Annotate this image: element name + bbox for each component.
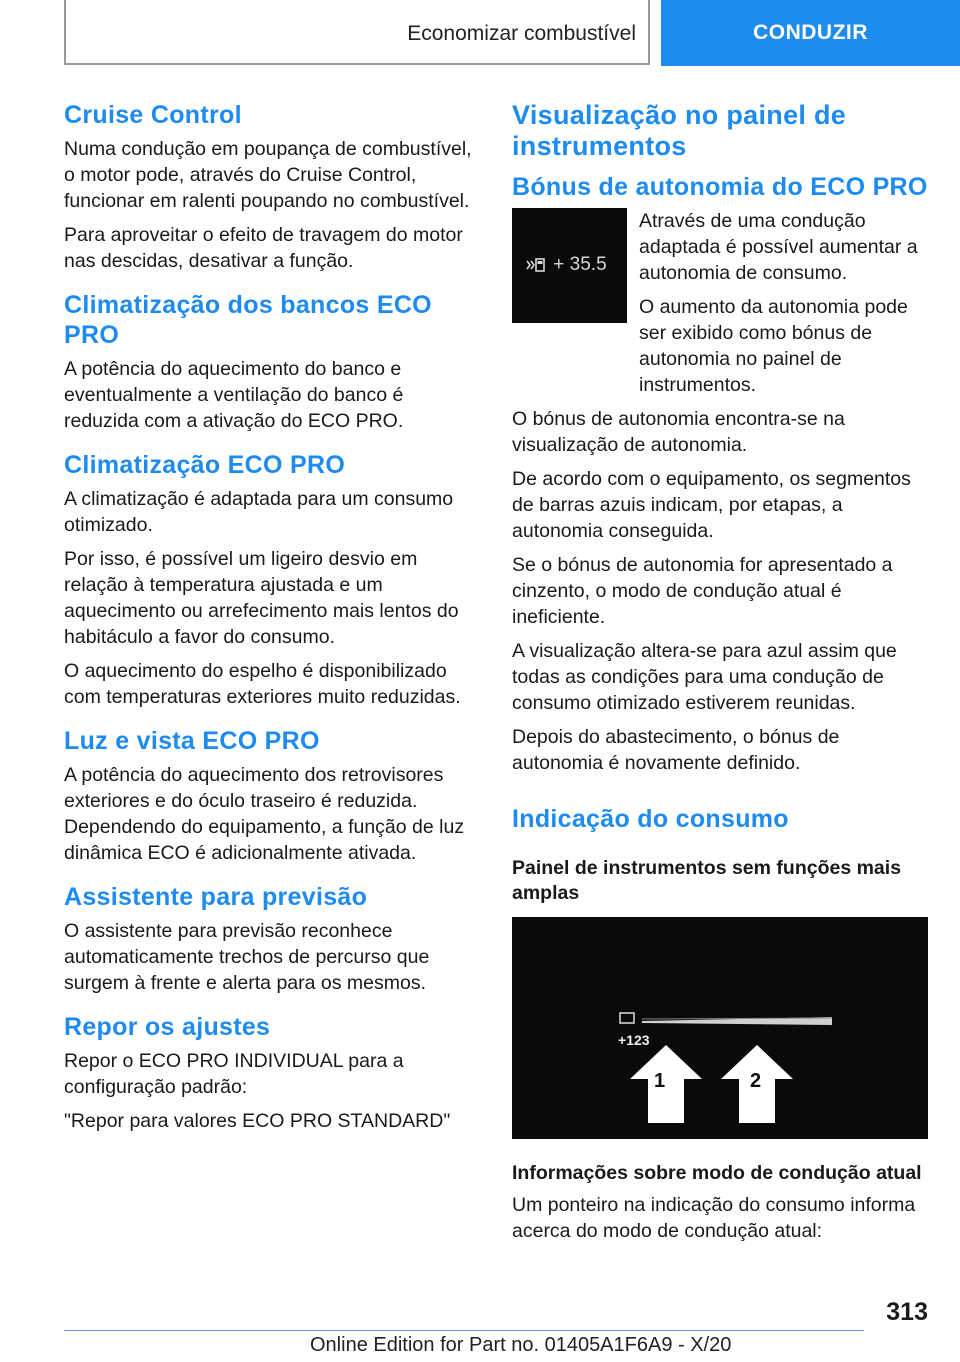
paragraph: A visualização altera-se para azul assim que todas as condições para uma condução de consumo otimizado estiverem reunidas. [512, 640, 897, 715]
paragraph: O aumento da autonomia pode ser exibido como bónus de autonomia no painel de instrumentos. [639, 296, 908, 397]
paragraph: A potência do aquecimento do banco e eventualmente a ventilação do banco é reduzida com a ativação do ECO PRO. [64, 358, 404, 432]
section-climate [64, 450, 482, 710]
heading-consumption: Indicação do consumo [512, 805, 789, 834]
paragraph: O aquecimento do espelho é disponibilizado com temperaturas exteriores muito reduzidas. [64, 660, 461, 708]
paragraph: Se o bónus de autonomia for apresentado a cinzento, o modo de condução atual é ineficiente. [512, 554, 893, 629]
heading-assistant: Assistente para previsão [64, 883, 368, 911]
page-number: 313 [886, 1298, 928, 1326]
figure-label-1: 1 [654, 1069, 666, 1092]
heading-eco-bonus: Bónus de autonomia do ECO PRO [512, 173, 928, 202]
heading-light: Luz e vista ECO PRO [64, 727, 320, 755]
section-seat-climate [64, 290, 482, 434]
paragraph: O assistente para previsão reconhece automaticamente trechos de percurso que surgem à frente e alerta para os mesmos. [64, 920, 430, 994]
paragraph: O bónus de autonomia encontra-se na visualização de autonomia. [512, 408, 845, 457]
footer-edition: Online Edition for Part no. 01405A1F6A9 - X/20 [310, 1334, 732, 1356]
subheading-driving-mode: Informações sobre modo de condução atual [512, 1161, 922, 1184]
left-column [64, 100, 482, 1150]
section-cruise-control [64, 100, 482, 274]
paragraph: Para aproveitar o efeito de travagem do motor nas descidas, desativar a função. [64, 224, 463, 272]
paragraph: Numa condução em poupança de combustível, o motor pode, através do Cruise Control, funcionar em ralenti poupando no combustível. [64, 138, 472, 212]
heading-seat-climate: Climatização dos bancos ECO PRO [64, 291, 432, 349]
section-eco-bonus [512, 172, 930, 776]
heading-cruise-control: Cruise Control [64, 101, 242, 129]
header-divider-right [648, 0, 650, 64]
consumption-figure [512, 917, 928, 1139]
heading-climate: Climatização ECO PRO [64, 451, 346, 479]
subheading-instruments: Painel de instrumentos sem funções mais amplas [512, 857, 902, 905]
paragraph: Repor o ECO PRO INDIVIDUAL para a configuração padrão: [64, 1050, 404, 1098]
section-reset [64, 1012, 482, 1134]
figure-label-2: 2 [750, 1069, 762, 1092]
consumption-gauge-illustration [512, 917, 928, 1139]
paragraph: Por isso, é possível um ligeiro desvio em relação à temperatura ajustada e um aquecimento ou arrefecimento mais lentos do habitáculo a favor do consumo. [64, 548, 459, 648]
paragraph: A climatização é adaptada para um consumo otimizado. [64, 488, 454, 536]
paragraph: A potência do aquecimento dos retrovisores exteriores e do óculo traseiro é reduzida. Dependendo do equipamento, a função de luz dinâmica ECO é adicionalmente ativada. [64, 764, 465, 864]
eco-bonus-figure [512, 208, 627, 323]
paragraph: De acordo com o equipamento, os segmentos de barras azuis indicam, por etapas, a autonomia conseguida. [512, 468, 911, 543]
section-consumption [512, 804, 930, 1244]
header-underline [64, 63, 650, 65]
section-light [64, 726, 482, 866]
paragraph: Através de uma condução adaptada é possível aumentar a autonomia de consumo. [639, 210, 918, 285]
heading-reset: Repor os ajustes [64, 1013, 271, 1041]
consumption-value: +123 [618, 1031, 650, 1048]
paragraph: Depois do abastecimento, o bónus de autonomia é novamente definido. [512, 726, 840, 775]
eco-bonus-value: + 35.5 [553, 254, 607, 276]
header-chapter-tab[interactable] [661, 0, 960, 66]
heading-instrument-display: Visualização no painel de instrumentos [512, 100, 847, 162]
right-column [512, 100, 930, 1260]
fuel-pump-icon [526, 254, 607, 276]
section-assistant [64, 882, 482, 996]
chapter-label: CONDUZIR [753, 21, 868, 44]
footer-divider [64, 1330, 864, 1331]
header-section-title: Economizar combustível [407, 22, 636, 45]
paragraph: "Repor para valores ECO PRO STANDARD" [64, 1110, 451, 1132]
paragraph: Um ponteiro na indicação do consumo informa acerca do modo de condução atual: [512, 1194, 916, 1243]
